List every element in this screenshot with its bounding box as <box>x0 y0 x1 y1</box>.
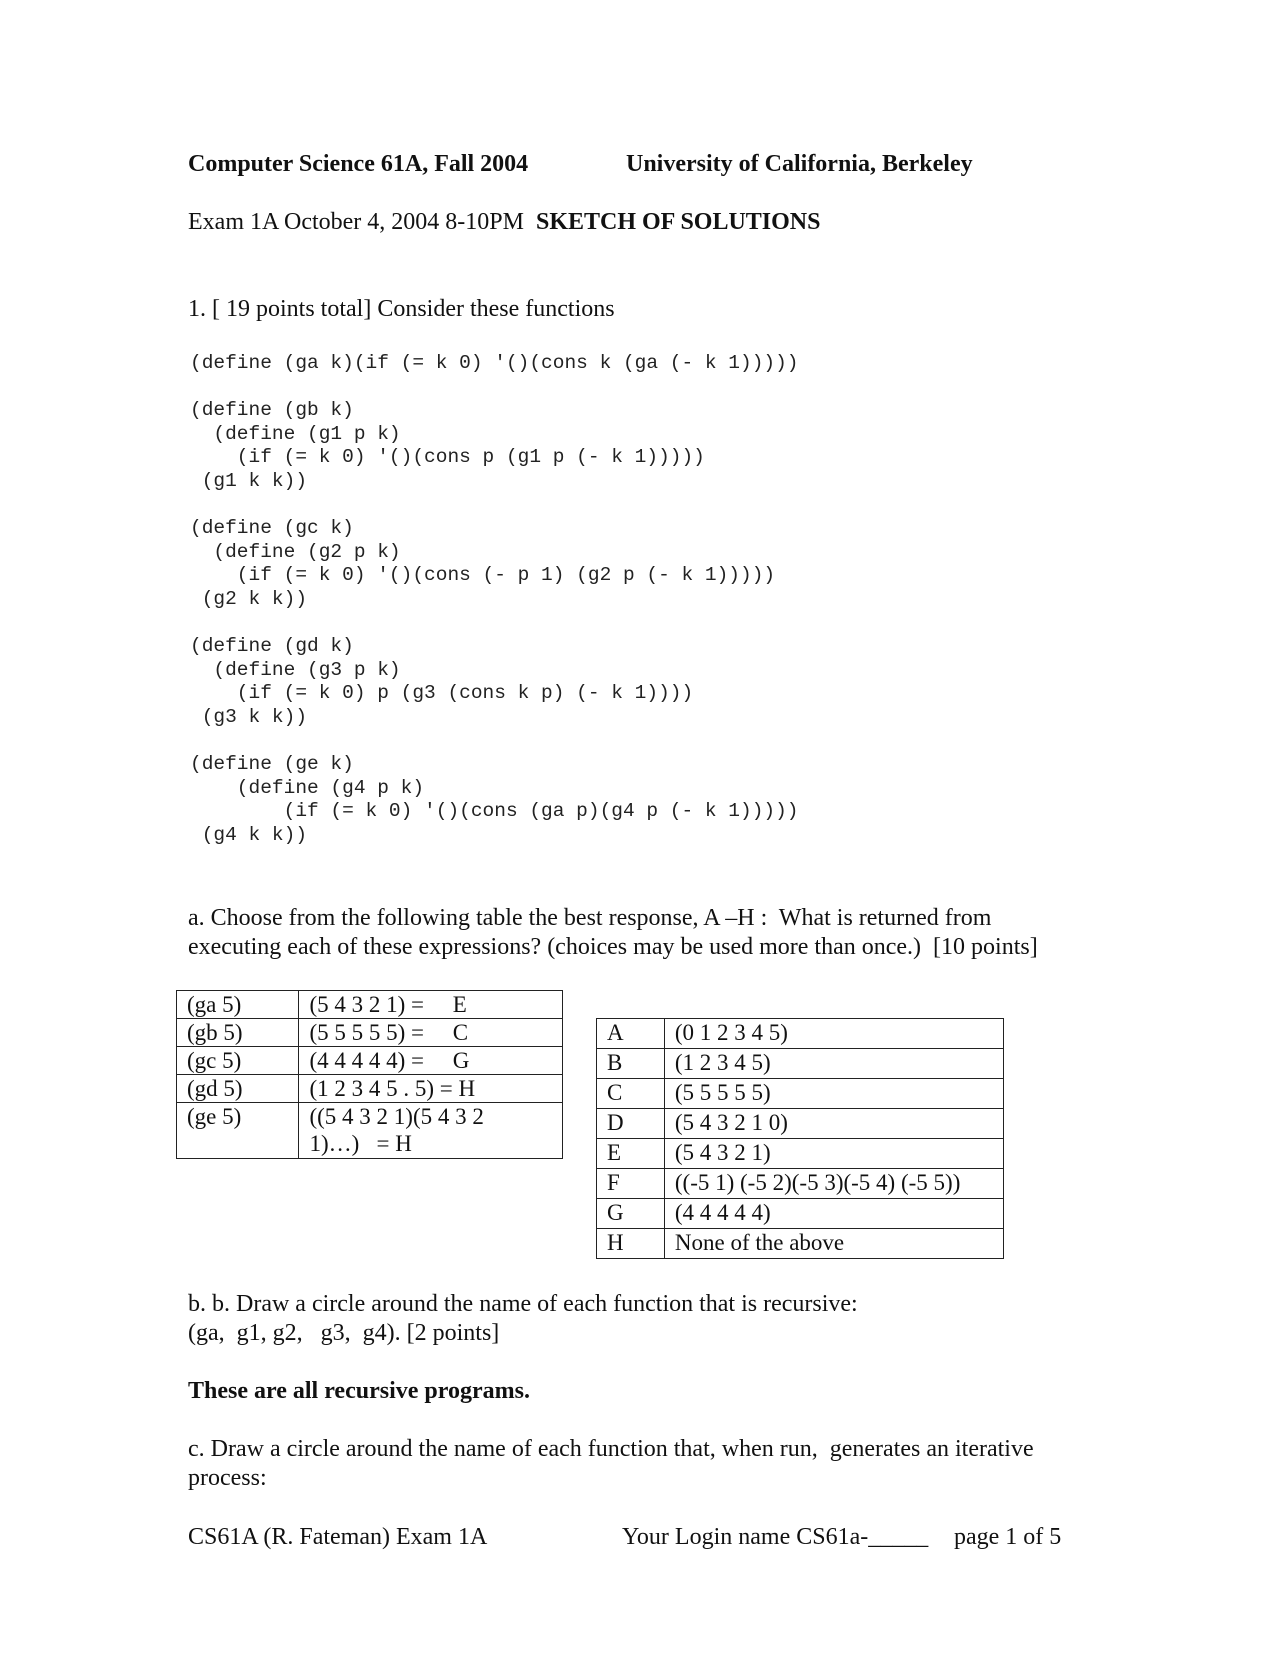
answer-cell: (4 4 4 4 4) = G <box>299 1047 563 1075</box>
table-row <box>597 1229 1004 1259</box>
table-row <box>597 1109 1004 1139</box>
choice-value: (0 1 2 3 4 5) <box>664 1019 1003 1049</box>
choice-value: None of the above <box>664 1229 1003 1259</box>
choice-letter: D <box>597 1109 665 1139</box>
table-row <box>177 1047 563 1075</box>
table-row <box>597 1019 1004 1049</box>
answer-cell: ((5 4 3 2 1)(5 4 3 2 1)…) = H <box>299 1103 563 1159</box>
expression-cell: (ga 5) <box>177 991 299 1019</box>
choice-value: ((-5 1) (-5 2)(-5 3)(-5 4) (-5 5)) <box>664 1169 1003 1199</box>
answer-cell: (5 5 5 5 5) = C <box>299 1019 563 1047</box>
code-define-ga: (define (ga k)(if (= k 0) '()(cons k (ga (- k 1))))) <box>190 352 799 374</box>
exam-date-line: Exam 1A October 4, 2004 8-10PM <box>188 209 524 235</box>
footer-exam-label: CS61A (R. Fateman) Exam 1A <box>188 1524 488 1550</box>
choice-letter: A <box>597 1019 665 1049</box>
course-title: Computer Science 61A, Fall 2004 <box>188 151 529 177</box>
choice-letter: F <box>597 1169 665 1199</box>
choice-value: (4 4 4 4 4) <box>664 1199 1003 1229</box>
solutions-label: SKETCH OF SOLUTIONS <box>535 209 821 235</box>
table-row <box>177 1019 563 1047</box>
answer-cell: (5 4 3 2 1) = E <box>299 991 563 1019</box>
expressions-table <box>176 990 563 1159</box>
choice-value: (1 2 3 4 5) <box>664 1049 1003 1079</box>
table-row <box>597 1169 1004 1199</box>
code-define-gb: (define (gb k) (define (g1 p k) (if (= k 0) '()(cons p (g1 p (- k 1))))) (g1 k k)) <box>190 399 705 492</box>
choice-value: (5 4 3 2 1 0) <box>664 1109 1003 1139</box>
table-row <box>177 991 563 1019</box>
table-row <box>177 1075 563 1103</box>
choice-letter: H <box>597 1229 665 1259</box>
footer-page-number: page 1 of 5 <box>954 1524 1062 1550</box>
table-row <box>177 1103 563 1159</box>
expression-cell: (gb 5) <box>177 1019 299 1047</box>
choice-value: (5 4 3 2 1) <box>664 1139 1003 1169</box>
part-b-line-2: (ga, g1, g2, g3, g4). [2 points] <box>188 1320 500 1346</box>
code-define-gd: (define (gd k) (define (g3 p k) (if (= k 0) p (g3 (cons k p) (- k 1)))) (g3 k k)) <box>190 635 694 728</box>
code-define-gc: (define (gc k) (define (g2 p k) (if (= k 0) '()(cons (- p 1) (g2 p (- k 1))))) (g2 k k)) <box>190 517 776 610</box>
choice-letter: B <box>597 1049 665 1079</box>
part-a-prompt-line-2: executing each of these expressions? (choices may be used more than once.) [10 points] <box>188 934 1038 960</box>
part-a-prompt-line-1: a. Choose from the following table the best response, A –H : What is returned from <box>188 905 992 931</box>
choice-letter: C <box>597 1079 665 1109</box>
table-row <box>597 1139 1004 1169</box>
expression-cell: (gc 5) <box>177 1047 299 1075</box>
question-1-intro: 1. [ 19 points total] Consider these functions <box>188 296 615 322</box>
expression-cell: (gd 5) <box>177 1075 299 1103</box>
part-b-line-1: b. b. Draw a circle around the name of each function that is recursive: <box>188 1291 858 1317</box>
exam-line <box>188 208 821 237</box>
choice-letter: E <box>597 1139 665 1169</box>
choice-letter: G <box>597 1199 665 1229</box>
table-row <box>597 1079 1004 1109</box>
part-c-line-1: c. Draw a circle around the name of each function that, when run, generates an iterative <box>188 1436 1034 1462</box>
table-row <box>597 1199 1004 1229</box>
part-c-line-2: process: <box>188 1465 267 1491</box>
university-name: University of California, Berkeley <box>626 151 973 177</box>
table-row <box>597 1049 1004 1079</box>
choices-table <box>596 1018 1004 1259</box>
code-define-ge: (define (ge k) (define (g4 p k) (if (= k 0) '()(cons (ga p)(g4 p (- k 1))))) (g4 k k)) <box>190 753 799 846</box>
answer-cell: (1 2 3 4 5 . 5) = H <box>299 1075 563 1103</box>
footer-login-name: Your Login name CS61a-_____ <box>622 1524 929 1550</box>
part-b-answer: These are all recursive programs. <box>188 1378 530 1404</box>
expression-cell: (ge 5) <box>177 1103 299 1159</box>
choice-value: (5 5 5 5 5) <box>664 1079 1003 1109</box>
